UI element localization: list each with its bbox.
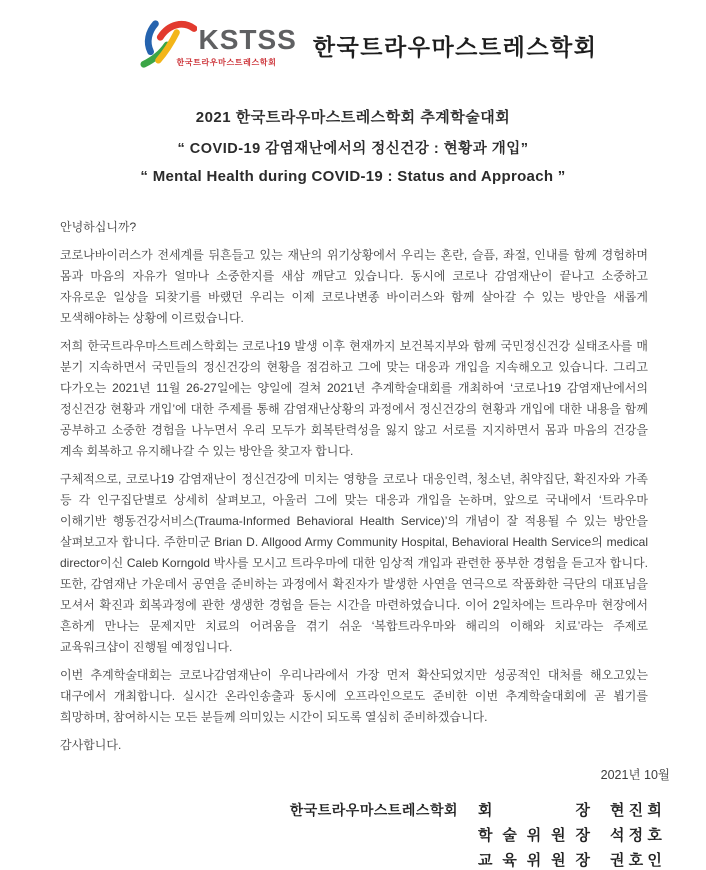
signature-row (458, 824, 676, 845)
signature-name: 석 정 호 (610, 827, 662, 844)
greeting: 안녕하십니까? (60, 220, 137, 234)
signature-row (290, 799, 676, 820)
signature-block (0, 799, 676, 870)
paragraph: 이번 추계학술대회는 코로나감염재난이 우리나라에서 가장 먼저 확산되었지만 성공적인 대처를 해오고있는 대구에서 개최합니다. 실시간 온라인송출과 동시에 오프라인으로도 준비한 이번 추계학술대회에 곧 뵙기를 희망하며, 참여하시는 모든 분들께 의미있는 시간이 되도록 열심히 준비하겠습니다. (60, 668, 648, 724)
letterhead (0, 0, 706, 72)
paragraph: 저희 한국트라우마스트레스학회는 코로나19 발생 이후 현재까지 보건복지부와 함께 국민정신건강 실태조사를 매 분기 지속하면서 국민들의 정신건강의 현황을 점검하고 그에 맞는 대응과 개입을 지속해오고 있습니다. 그리고 다가오는 2021년 11월 26-27일에는 양일에 걸쳐 2021년 추계학술대회를 개최하여 ‘코로나19 감염재난에서의 정신건강 현황과 개입’에 대한 주제를 통해 감염재난상황의 과정에서 정신건강의 현황과 개입에 대한 내용을 함께 공부하고 소중한 경험을 나누면서 우리 모두가 회복탄력성을 잃지 않고 서로를 지지하면서 몸과 마음의 건강을 계속 회복하고 유지해나갈 수 있는 방안을 찾고자 합니다. (60, 339, 648, 458)
event-title-block (0, 106, 706, 185)
signature-role: 교 육 위 원 장 (478, 852, 590, 869)
event-subtitle-ko: “ COVID-19 감염재난에서의 정신건강 : 현황과 개입” (177, 141, 529, 157)
letter-body (0, 217, 706, 756)
logo-text (176, 24, 297, 68)
date: 2021년 10월 (600, 768, 670, 782)
org-title: 한국트라우마스트레스학회 (312, 33, 598, 60)
closing: 감사합니다. (60, 738, 122, 752)
paragraph: 코로나바이러스가 전세계를 뒤흔들고 있는 재난의 위기상황에서 우리는 혼란, 슬픔, 좌절, 인내를 함께 경험하며 몸과 마음의 자유가 얼마나 소중한지를 새삼 깨닫고 있습니다. 동시에 코로나 감염재난이 끝나고 소중하고 자유로운 일상을 되찾기를 바랬던 우리는 이제 코로나변종 바이러스와 함께 살아갈 수 있는 방안을 새롭게 모색해야하는 상황에 이르렀습니다. (60, 248, 648, 325)
event-subtitle-en: “ Mental Health during COVID-19 : Status and Approach ” (140, 168, 566, 185)
paragraph: 구체적으로, 코로나19 감염재난이 정신건강에 미치는 영향을 코로나 대응인력, 청소년, 취약집단, 확진자와 가족 등 각 인구집단별로 상세히 살펴보고, 아울러 그에 맞는 대응과 개입을 논하며, 앞으로 국내에서 ‘트라우마 이해기반 행동건강서비스(Trauma-Informed Behavioral Health Service)’의 개념이 잘 적용될 수 있는 방안을 살펴보고자 합니다. 주한미군 Brian D. Allgood Army Community Hospital, Behavioral Health Service의 medical director이신 Caleb Korngold 박사를 모시고 트라우마에 대한 임상적 개입과 관련한 풍부한 경험을 듣고자 합니다. 또한, 감염재난 가운데서 공연을 준비하는 과정에서 확진자가 발생한 사연을 연극으로 작품화한 극단의 대표님을 모셔서 확진과 회복과정에 관한 생생한 경험을 듣는 시간을 마련하였습니다. 이어 2일차에는 트라우마 현장에서 흔하게 만나는 문제지만 치료의 어려움을 겪기 쉬운 ‘복합트라우마와 해리의 이해와 치료’라는 주제로 교육워크샵이 진행될 예정입니다. (60, 472, 648, 654)
logo-subtext: 한국트라우마스트레스학회 (176, 58, 277, 67)
event-title: 2021 한국트라우마스트레스학회 추계학술대회 (195, 109, 511, 126)
logo-acronym: KSTSS (198, 24, 297, 55)
kstss-logo (139, 16, 297, 72)
signature-role: 학 술 위 원 장 (478, 827, 590, 844)
signature-role: 회 장 (478, 802, 590, 819)
signature-name: 현 진 희 (610, 802, 662, 819)
signature-org: 한국트라우마스트레스학회 (289, 802, 458, 818)
signature-name: 권 호 인 (610, 852, 662, 869)
signature-row (458, 849, 676, 870)
